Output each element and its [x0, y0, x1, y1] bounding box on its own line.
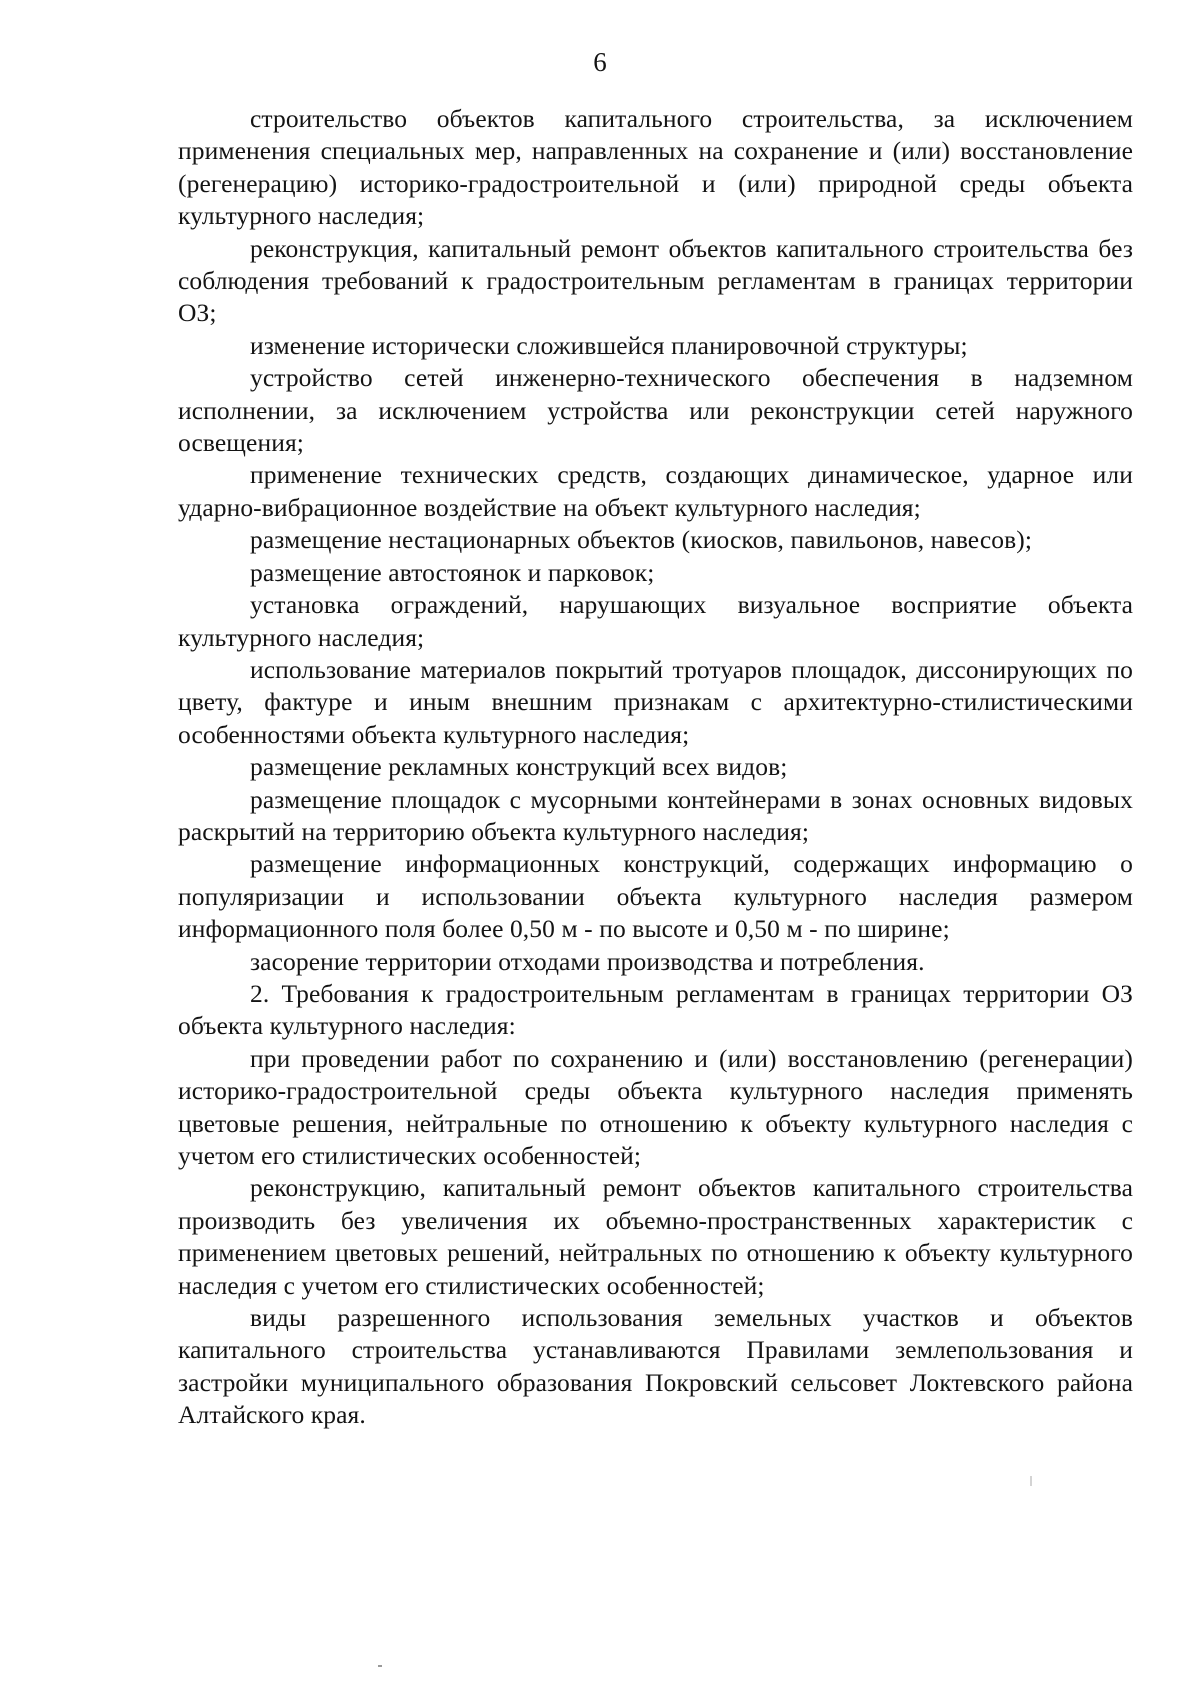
paragraph: засорение территории отходами производства и потребления. — [250, 946, 925, 976]
document-body — [178, 103, 1133, 1432]
scan-speck — [1030, 1476, 1032, 1486]
page-number: 6 — [593, 47, 607, 77]
paragraph: размещение автостоянок и парковок; — [250, 557, 655, 587]
paragraph: строительство объектов капитального строительства, за исключением применения специальных мер, направленных на сохранение и (или) восстановление (регенерацию) историко-градостроительной и (или) природной среды объекта культурного наследия; — [178, 104, 1133, 231]
paragraph: виды разрешенного использования земельных участков и объектов капитального строительства устанавливаются Правилами землепользования и застройки муниципального образования Покровский сельсовет Локтевского района Алтайского края. — [178, 1303, 1133, 1430]
paragraph: размещение площадок с мусорными контейнерами в зонах основных видовых раскрытий на территорию объекта культурного наследия; — [178, 784, 1133, 846]
section-heading-paragraph: 2. Требования к градостроительным регламентам в границах территории ОЗ объекта культурного наследия: — [178, 978, 1133, 1041]
paragraph: установка ограждений, нарушающих визуальное восприятие объекта культурного наследия; — [178, 590, 1133, 652]
paragraph: размещение нестационарных объектов (киосков, павильонов, навесов); — [250, 525, 1033, 555]
scan-speck — [378, 1665, 382, 1667]
paragraph: размещение рекламных конструкций всех видов; — [250, 752, 788, 782]
paragraph: устройство сетей инженерно-технического обеспечения в надземном исполнении, за исключением устройства или реконструкции сетей наружного освещения; — [178, 363, 1133, 458]
paragraph: использование материалов покрытий тротуаров площадок, диссонирующих по цвету, фактуре и иным внешним признакам с архитектурно-стилистическими особенностями объекта культурного наследия; — [178, 654, 1133, 749]
paragraph: размещение информационных конструкций, содержащих информацию о популяризации и использовании объекта культурного наследия размером информационного поля более 0,50 м - по высоте и 0,50 м - по ширине; — [178, 849, 1133, 944]
paragraph: изменение исторически сложившейся планировочной структуры; — [250, 330, 968, 360]
paragraph: при проведении работ по сохранению и (или) восстановлению (регенерации) историко-градостроительной среды объекта культурного наследия применять цветовые решения, нейтральные по отношению к объекту культурного наследия с учетом его стилистических особенностей; — [178, 1043, 1133, 1170]
paragraph: реконструкция, капитальный ремонт объектов капитального строительства без соблюдения требований к градостроительным регламентам в границах территории ОЗ; — [178, 233, 1133, 328]
paragraph: реконструкцию, капитальный ремонт объектов капитального строительства производить без увеличения их объемно-пространственных характеристик с применением цветовых решений, нейтральных по отношению к объекту культурного наследия с учетом его стилистических особенностей; — [178, 1173, 1133, 1300]
paragraph: применение технических средств, создающих динамическое, ударное или ударно-вибрационное воздействие на объект культурного наследия; — [178, 460, 1133, 522]
